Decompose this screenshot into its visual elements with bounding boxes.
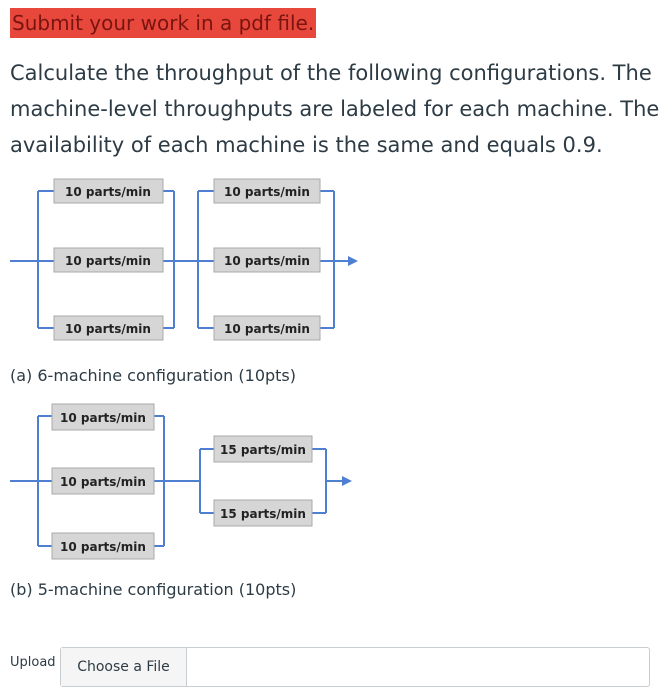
machine-a-s2-2 (214, 248, 320, 272)
caption-a: (a) 6-machine configuration (10pts) (10, 366, 296, 385)
machine-label: 10 parts/min (60, 475, 146, 489)
choose-file-button[interactable]: Choose a File (61, 648, 187, 686)
question-text: Calculate the throughput of the following configurations. The machine-level throughputs are labeled for each machine. The availability of each machine is the same and equals 0.9. (10, 61, 660, 157)
machine-a-s2-3 (214, 316, 320, 340)
machine-label: 10 parts/min (60, 411, 146, 425)
machine-label: 10 parts/min (224, 254, 310, 268)
submit-instruction-banner: Submit your work in a pdf file. (10, 8, 316, 38)
machine-label: 15 parts/min (220, 507, 306, 521)
file-upload-field[interactable] (60, 647, 650, 687)
machine-label: 10 parts/min (65, 322, 151, 336)
upload-label: Upload (10, 655, 56, 670)
machine-label: 15 parts/min (220, 443, 306, 457)
diagram-a (8, 175, 368, 355)
caption-b: (b) 5-machine configuration (10pts) (10, 580, 297, 599)
machine-b-s1-1 (52, 404, 154, 430)
machine-label: 10 parts/min (224, 185, 310, 199)
machine-label: 10 parts/min (60, 540, 146, 554)
machine-a-s1-3 (54, 316, 163, 340)
machine-a-s1-2 (54, 248, 163, 272)
output-arrowhead (348, 256, 358, 266)
diagram-a-svg (8, 175, 368, 355)
machine-b-s1-2 (52, 468, 154, 494)
machine-a-s1-1 (54, 179, 163, 203)
machine-b-s1-3 (52, 533, 154, 559)
diagram-b (8, 400, 368, 565)
machine-a-s2-1 (214, 179, 320, 203)
diagram-b-svg (8, 400, 368, 565)
machine-label: 10 parts/min (224, 322, 310, 336)
machine-label: 10 parts/min (65, 185, 151, 199)
machine-b-s2-2 (214, 500, 312, 526)
machine-label: 10 parts/min (65, 254, 151, 268)
output-arrowhead (342, 476, 352, 486)
machine-b-s2-1 (214, 436, 312, 462)
